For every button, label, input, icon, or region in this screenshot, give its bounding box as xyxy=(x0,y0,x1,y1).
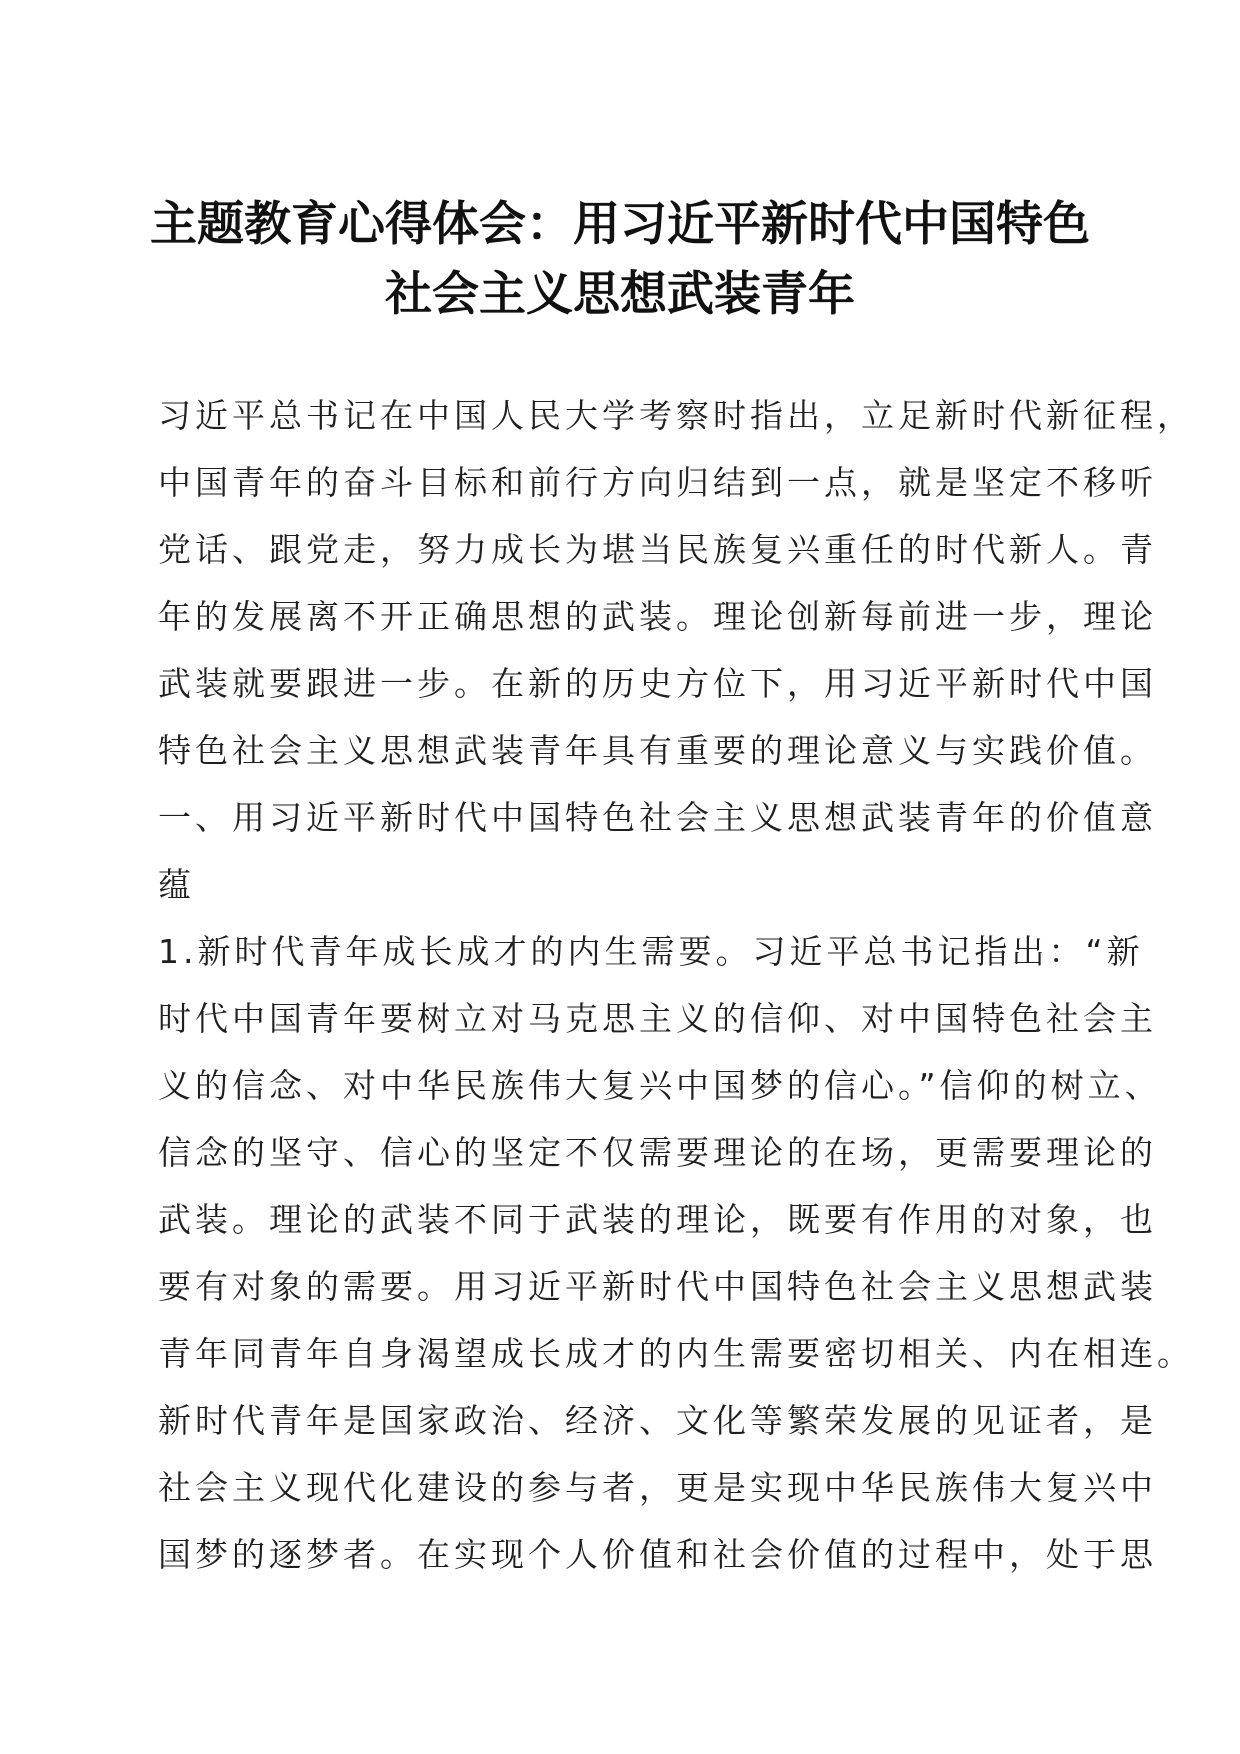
body-line: 信念的坚守、信心的坚定不仅需要理论的在场，更需要理论的 xyxy=(158,1133,1157,1172)
body-line: 国梦的逐梦者。在实现个人价值和社会价值的过程中，处于思 xyxy=(158,1535,1157,1574)
title-line-2: 社会主义思想武装青年 xyxy=(385,267,855,322)
section-heading-line: 蕴 xyxy=(158,865,195,904)
title-line-1: 主题教育心得体会：用习近平新时代中国特色 xyxy=(150,197,1090,252)
section-heading-line: 一、用习近平新时代中国特色社会主义思想武装青年的价值意 xyxy=(158,798,1157,837)
body-line: 新时代青年是国家政治、经济、文化等繁荣发展的见证者，是 xyxy=(158,1401,1157,1440)
body-line: 社会主义现代化建设的参与者，更是实现中华民族伟大复兴中 xyxy=(158,1468,1157,1507)
body-line: 中国青年的奋斗目标和前行方向归结到一点，就是坚定不移听 xyxy=(158,463,1157,502)
body-line: 特色社会主义思想武装青年具有重要的理论意义与实践价值。 xyxy=(158,731,1157,770)
body-line: 年的发展离不开正确思想的武装。理论创新每前进一步，理论 xyxy=(158,597,1157,636)
body-line: 义的信念、对中华民族伟大复兴中国梦的信心。”信仰的树立、 xyxy=(158,1066,1162,1105)
body-line: 习近平总书记在中国人民大学考察时指出，立足新时代新征程， xyxy=(158,396,1194,435)
body-line: 1.新时代青年成长成才的内生需要。习近平总书记指出：“新 xyxy=(158,932,1144,971)
body-line: 要有对象的需要。用习近平新时代中国特色社会主义思想武装 xyxy=(158,1267,1157,1306)
body-line: 党话、跟党走，努力成长为堪当民族复兴重任的时代新人。青 xyxy=(158,530,1157,569)
body-line: 青年同青年自身渴望成长成才的内生需要密切相关、内在相连。 xyxy=(158,1334,1194,1373)
body-line: 武装。理论的武装不同于武装的理论，既要有作用的对象，也 xyxy=(158,1200,1157,1239)
body-line: 武装就要跟进一步。在新的历史方位下，用习近平新时代中国 xyxy=(158,664,1157,703)
document-body xyxy=(158,382,1194,1588)
document-title xyxy=(150,190,1090,330)
body-line: 时代中国青年要树立对马克思主义的信仰、对中国特色社会主 xyxy=(158,999,1157,1038)
